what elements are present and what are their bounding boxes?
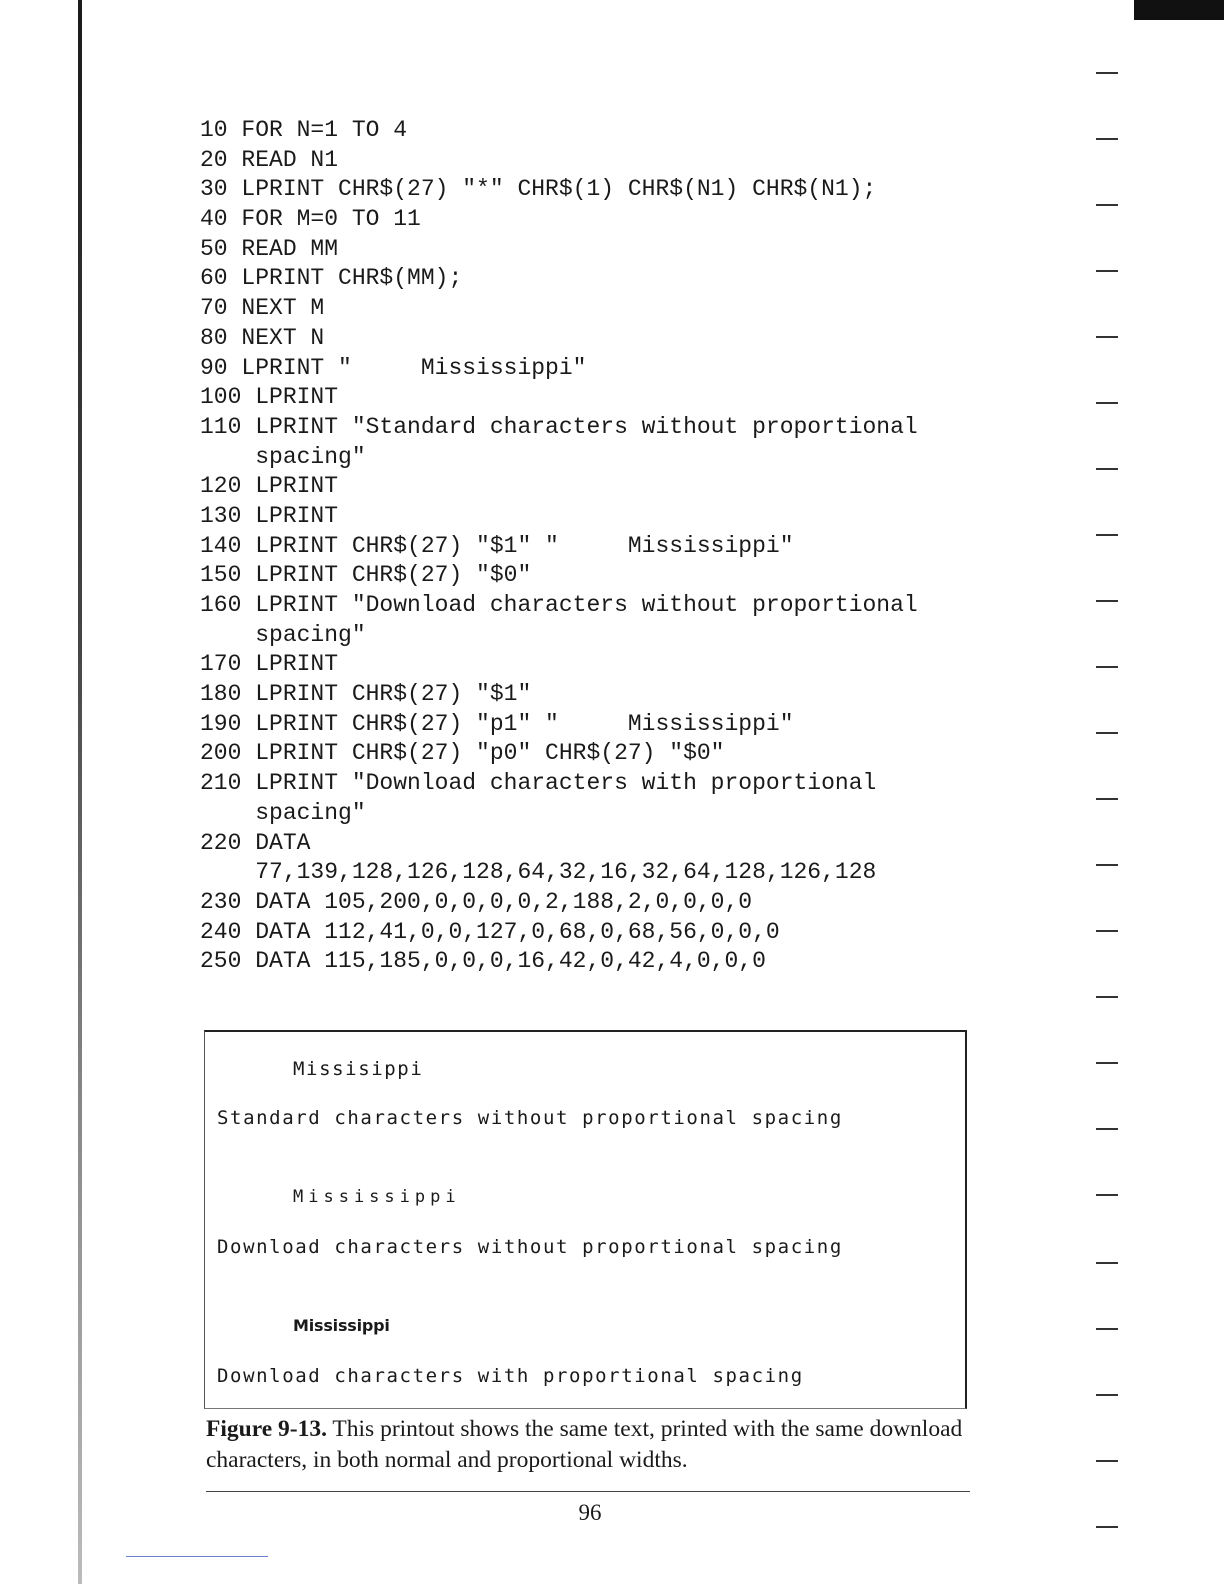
- code-line: 110 LPRINT "Standard characters without proportional: [200, 413, 918, 440]
- code-line: 130 LPRINT: [200, 502, 339, 529]
- code-line: 160 LPRINT "Download characters without proportional: [200, 592, 918, 618]
- code-line: 40 FOR M=0 TO 11: [200, 206, 421, 233]
- code-line: 150 LPRINT CHR$(27) "$0": [200, 562, 532, 589]
- code-line: 50 READ MM: [200, 235, 339, 262]
- code-line: 170 LPRINT: [200, 651, 339, 678]
- printout-word-standard: Missisippi: [293, 1058, 424, 1080]
- code-line: 30 LPRINT CHR$(27) "*" CHR$(1) CHR$(N1) CHR$(N1);: [200, 176, 877, 203]
- code-line: 70 NEXT M: [200, 295, 325, 322]
- code-line: 77,139,128,126,128,64,32,16,32,64,128,126,128: [200, 859, 877, 886]
- code-line: 190 LPRINT CHR$(27) "p1" " Mississippi": [200, 710, 794, 737]
- figure-caption-text: This printout shows the same text, printed with the same download characters, in both normal and proportional widths.: [206, 1416, 963, 1473]
- printout-line-standard: Standard characters without proportional spacing: [217, 1107, 843, 1129]
- code-line: 90 LPRINT " Mississippi": [200, 354, 587, 381]
- code-line: 80 NEXT N: [200, 324, 325, 351]
- code-line: 100 LPRINT: [200, 384, 339, 411]
- figure-label: Figure 9-13.: [206, 1416, 327, 1442]
- code-line: 10 FOR N=1 TO 4: [200, 117, 408, 143]
- printout-line-proportional: Download characters with proportional spacing: [217, 1365, 804, 1387]
- code-line: 230 DATA 105,200,0,0,0,0,2,188,2,0,0,0,0: [200, 888, 753, 915]
- code-line: spacing": [200, 443, 366, 470]
- code-line: spacing": [200, 621, 366, 648]
- printout-figure: [204, 1030, 967, 1409]
- code-line: 240 DATA 112,41,0,0,127,0,68,0,68,56,0,0,0: [200, 918, 780, 945]
- page-number: 96: [578, 1500, 602, 1525]
- code-line: 250 DATA 115,185,0,0,0,16,42,0,42,4,0,0,0: [200, 948, 766, 975]
- printout-word-proportional: Mississippi: [293, 1316, 390, 1335]
- scan-corner-mark: [1134, 0, 1224, 20]
- footer-rule: [206, 1491, 970, 1492]
- code-line: 200 LPRINT CHR$(27) "p0" CHR$(27) "$0": [200, 740, 725, 767]
- code-line: 220 DATA: [200, 829, 311, 856]
- figure-caption: [206, 1414, 976, 1476]
- code-line: 210 LPRINT "Download characters with proportional: [200, 770, 877, 797]
- binding-edge: [78, 0, 82, 1584]
- margin-tick-marks: [1096, 0, 1126, 1584]
- printout-word-download: Mississippi: [293, 1187, 461, 1207]
- code-line: spacing": [200, 799, 366, 826]
- code-line: 140 LPRINT CHR$(27) "$1" " Mississippi": [200, 532, 794, 559]
- scan-artifact-line: [126, 1556, 268, 1557]
- printout-line-download: Download characters without proportional spacing: [217, 1236, 843, 1258]
- code-line: 60 LPRINT CHR$(MM);: [200, 265, 463, 292]
- code-line: 20 READ N1: [200, 146, 339, 173]
- code-line: 180 LPRINT CHR$(27) "$1": [200, 681, 532, 708]
- basic-program-listing: [200, 116, 1080, 977]
- code-line: 120 LPRINT: [200, 473, 339, 500]
